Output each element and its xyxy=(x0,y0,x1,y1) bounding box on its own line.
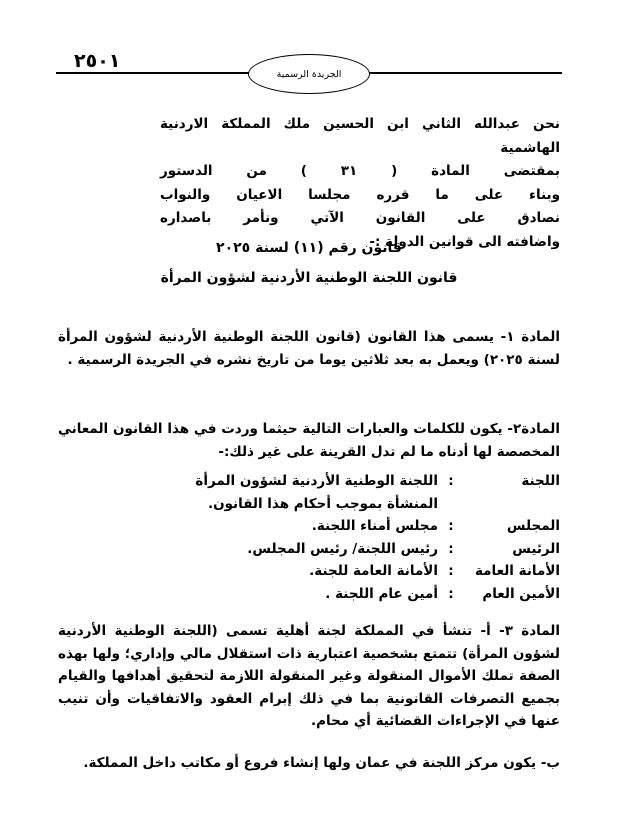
article-3-paragraph-a: المادة ٣- أ- تنشأ في المملكة لجنة أهلية تسمى (اللجنة الوطنية الأردنية لشؤون المرأة) تتمتع بشخصية اعتبارية ذات استقلال مالي وإداري؛ ولها بهذه الصفة تملك الأموال المنقولة وغير المنقولة اللازمة لتحقيق أهدافها والقيام بجميع التصرفات القانونية بما في ذلك إبرام العقود والاتفاقيات وأن تنيب عنها في الإجراءات القضائية أي محام. xyxy=(58,623,560,729)
definition-text: الأمانة العامة للجنة. xyxy=(309,563,438,579)
law-name-title: قانون اللجنة الوطنية الأردنية لشؤون المرأة xyxy=(160,270,458,286)
definition-colon: : xyxy=(448,585,454,602)
definition-colon: : xyxy=(448,518,454,534)
definitions-list xyxy=(150,470,560,605)
definition-term: الرئيس xyxy=(512,540,560,557)
definition-row xyxy=(150,538,560,561)
preamble xyxy=(160,113,560,254)
definition-row xyxy=(150,560,560,583)
article-3-paragraph-b: ب- يكون مركز اللجنة في عمان ولها إنشاء فروع أو مكاتب داخل المملكة. xyxy=(83,755,560,771)
gazette-name-oval xyxy=(248,54,370,94)
definition-text: مجلس أمناء اللجنة. xyxy=(311,518,438,534)
definition-text: اللجنة الوطنية الأردنية لشؤون المرأة المنشأة بموجب أحكام هذا القانون. xyxy=(195,473,438,512)
preamble-line: وبناء على ما قرره مجلسا الاعيان والنواب xyxy=(160,186,560,203)
definition-colon: : xyxy=(448,563,454,579)
preamble-line: نحن عبدالله الثاني ابن الحسين ملك المملكة الاردنية الهاشمية xyxy=(160,116,560,156)
definition-row xyxy=(150,470,560,515)
definition-colon: : xyxy=(448,473,454,489)
preamble-line: نصادق على القانون الآتي ونأمر باصداره xyxy=(160,210,560,226)
article-1: المادة ١- يسمى هذا القانون (قانون اللجنة الوطنية الأردنية لشؤون المرأة لسنة ٢٠٢٥) ويعمل به بعد ثلاثين يوما من تاريخ نشره في الجريدة الرسمية . xyxy=(58,329,560,368)
definition-text: رئيس اللجنة/ رئيس المجلس. xyxy=(247,540,438,557)
page-number: ٢٥٠١ xyxy=(74,50,121,72)
preamble-line: بمقتضى المادة ( ٣١ ) من الدستور xyxy=(160,163,561,179)
gazette-name: الجريدة الرسمية xyxy=(276,68,342,80)
definition-text: أمين عام اللجنة . xyxy=(325,585,438,602)
definition-colon: : xyxy=(448,540,454,557)
preamble-line: واضافته الى قوانين الدولة :- xyxy=(369,233,560,250)
definition-row xyxy=(150,583,560,606)
definition-row xyxy=(150,515,560,538)
article-2-intro: المادة٢- يكون للكلمات والعبارات التالية حيثما وردت في هذا القانون المعاني المخصصة لها أدناه ما لم تدل القرينة على غير ذلك:- xyxy=(58,421,560,460)
definition-term: اللجنة xyxy=(521,473,560,489)
law-number-title: قانون رقم (١١) لسنة ٢٠٢٥ xyxy=(216,240,402,256)
definition-term: المجلس xyxy=(506,518,560,534)
definition-term: الأمانة العامة xyxy=(475,563,560,579)
definition-term: الأمين العام xyxy=(482,585,560,602)
